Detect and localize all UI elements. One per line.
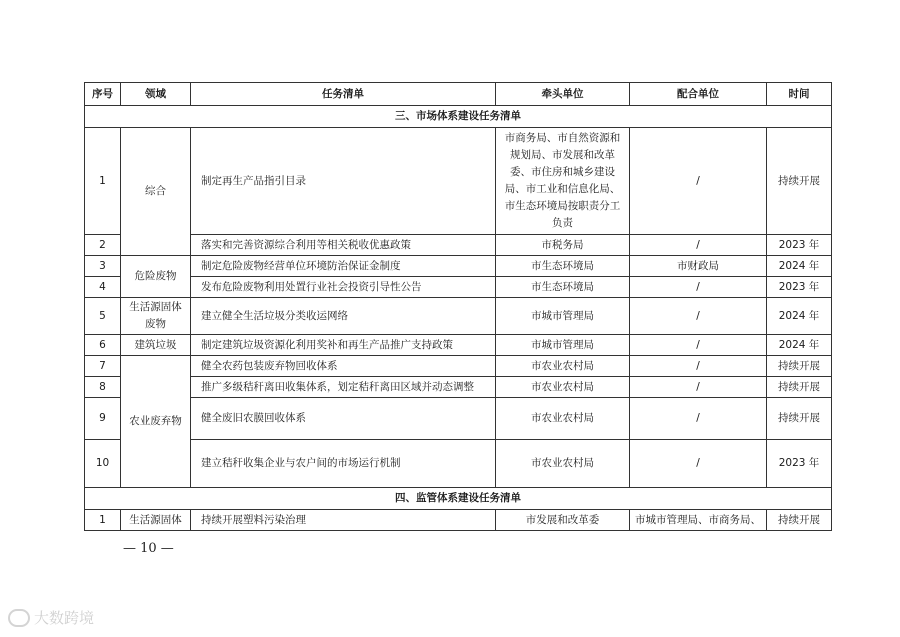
section-title: 三、市场体系建设任务清单 xyxy=(85,106,832,128)
cell-task: 制定建筑垃圾资源化利用奖补和再生产品推广支持政策 xyxy=(191,335,496,356)
cell-assist: / xyxy=(630,128,767,235)
header-no: 序号 xyxy=(85,83,121,106)
cell-task: 建立健全生活垃圾分类收运网络 xyxy=(191,298,496,335)
header-assist: 配合单位 xyxy=(630,83,767,106)
watermark-logo-icon xyxy=(8,609,30,627)
cell-time: 2023 年 xyxy=(767,440,832,488)
cell-time: 持续开展 xyxy=(767,510,832,531)
cell-time: 2024 年 xyxy=(767,335,832,356)
cell-lead: 市农业农村局 xyxy=(496,377,630,398)
cell-domain: 危险废物 xyxy=(121,256,191,298)
cell-time: 持续开展 xyxy=(767,398,832,440)
cell-task: 建立秸秆收集企业与农户间的市场运行机制 xyxy=(191,440,496,488)
cell-lead: 市城市管理局 xyxy=(496,298,630,335)
cell-lead: 市生态环境局 xyxy=(496,277,630,298)
cell-assist: / xyxy=(630,298,767,335)
cell-time: 2024 年 xyxy=(767,256,832,277)
cell-assist: / xyxy=(630,335,767,356)
cell-task: 制定再生产品指引目录 xyxy=(191,128,496,235)
cell-lead: 市农业农村局 xyxy=(496,356,630,377)
cell-no: 4 xyxy=(85,277,121,298)
header-lead: 牵头单位 xyxy=(496,83,630,106)
cell-time: 2023 年 xyxy=(767,235,832,256)
section-row xyxy=(85,106,832,128)
section-title: 四、监管体系建设任务清单 xyxy=(85,488,832,510)
table-row xyxy=(85,235,832,256)
table-row xyxy=(85,510,832,531)
cell-assist: 市财政局 xyxy=(630,256,767,277)
cell-task: 发布危险废物利用处置行业社会投资引导性公告 xyxy=(191,277,496,298)
header-time: 时间 xyxy=(767,83,832,106)
cell-no: 8 xyxy=(85,377,121,398)
cell-no: 2 xyxy=(85,235,121,256)
watermark-text: 大数跨境 xyxy=(34,609,95,627)
header-domain: 领域 xyxy=(121,83,191,106)
section-row xyxy=(85,488,832,510)
table-row xyxy=(85,128,832,235)
table-header-row xyxy=(85,83,832,106)
cell-no: 6 xyxy=(85,335,121,356)
cell-no: 9 xyxy=(85,398,121,440)
cell-assist: / xyxy=(630,356,767,377)
cell-task: 健全废旧农膜回收体系 xyxy=(191,398,496,440)
cell-domain: 生活源固体废物 xyxy=(121,298,191,335)
cell-assist: / xyxy=(630,277,767,298)
cell-lead: 市生态环境局 xyxy=(496,256,630,277)
cell-task: 落实和完善资源综合利用等相关税收优惠政策 xyxy=(191,235,496,256)
table-row xyxy=(85,398,832,440)
cell-time: 持续开展 xyxy=(767,356,832,377)
cell-no: 7 xyxy=(85,356,121,377)
table-row xyxy=(85,277,832,298)
page-number: — 10 — xyxy=(123,541,174,556)
header-task: 任务清单 xyxy=(191,83,496,106)
watermark xyxy=(8,607,94,628)
cell-assist: / xyxy=(630,398,767,440)
cell-domain: 建筑垃圾 xyxy=(121,335,191,356)
cell-time: 持续开展 xyxy=(767,377,832,398)
table-row xyxy=(85,335,832,356)
cell-domain: 综合 xyxy=(121,128,191,256)
cell-no: 1 xyxy=(85,128,121,235)
cell-task: 持续开展塑料污染治理 xyxy=(191,510,496,531)
cell-task: 推广多级秸秆离田收集体系，划定秸秆离田区域并动态调整 xyxy=(191,377,496,398)
cell-lead: 市税务局 xyxy=(496,235,630,256)
cell-lead: 市发展和改革委 xyxy=(496,510,630,531)
cell-no: 10 xyxy=(85,440,121,488)
table-row xyxy=(85,377,832,398)
cell-task: 健全农药包装废弃物回收体系 xyxy=(191,356,496,377)
cell-lead: 市农业农村局 xyxy=(496,398,630,440)
cell-domain: 生活源固体 xyxy=(121,510,191,531)
table-row xyxy=(85,298,832,335)
cell-no: 1 xyxy=(85,510,121,531)
cell-time: 2024 年 xyxy=(767,298,832,335)
table-row xyxy=(85,256,832,277)
task-table xyxy=(84,82,832,531)
table-row xyxy=(85,356,832,377)
cell-domain: 农业废弃物 xyxy=(121,356,191,488)
table-row xyxy=(85,440,832,488)
cell-assist: / xyxy=(630,235,767,256)
cell-assist: / xyxy=(630,440,767,488)
cell-assist: 市城市管理局、市商务局、 xyxy=(630,510,767,531)
cell-assist: / xyxy=(630,377,767,398)
cell-time: 持续开展 xyxy=(767,128,832,235)
cell-lead: 市农业农村局 xyxy=(496,440,630,488)
cell-lead: 市商务局、市自然资源和规划局、市发展和改革委、市住房和城乡建设局、市工业和信息化局、市生态环境局按职责分工负责 xyxy=(496,128,630,235)
cell-task: 制定危险废物经营单位环境防治保证金制度 xyxy=(191,256,496,277)
cell-time: 2023 年 xyxy=(767,277,832,298)
cell-no: 5 xyxy=(85,298,121,335)
cell-no: 3 xyxy=(85,256,121,277)
cell-lead: 市城市管理局 xyxy=(496,335,630,356)
